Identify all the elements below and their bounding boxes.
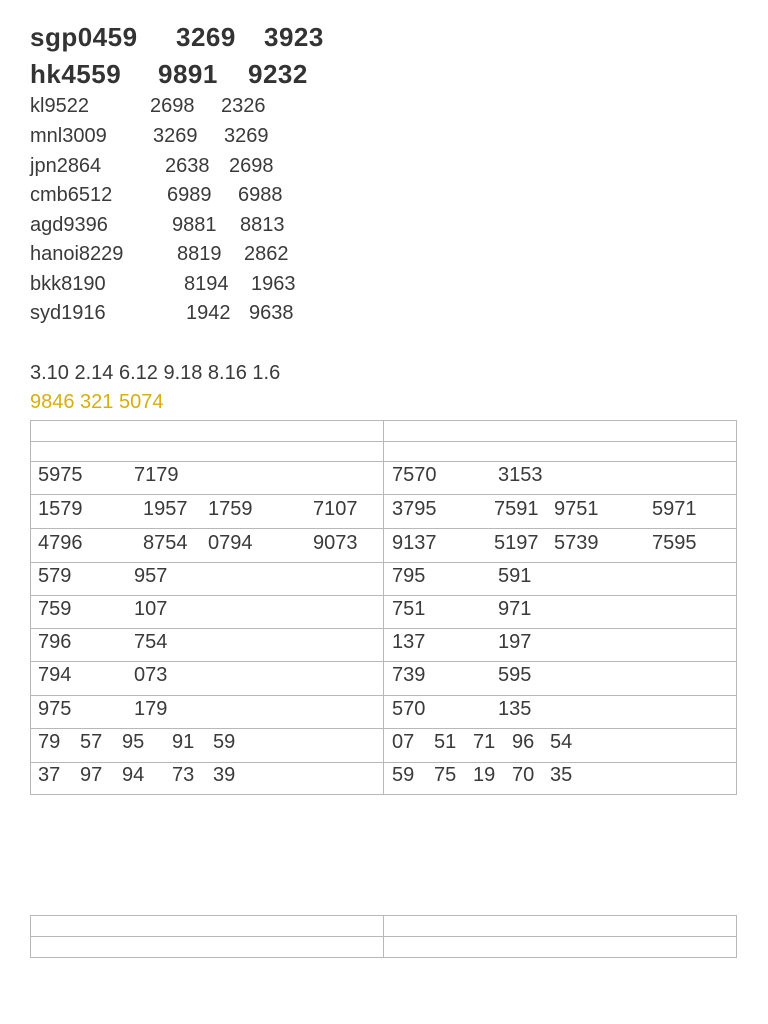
table-cell: 1579 — [38, 498, 83, 520]
code-row-b: 2862 — [244, 243, 289, 265]
table-cell: 7179 — [134, 464, 179, 486]
table-row-line — [31, 528, 736, 529]
header-code-2-a: 9891 — [158, 59, 218, 89]
code-row-b: 1963 — [251, 273, 296, 295]
table-cell: 91 — [172, 731, 195, 753]
header-code-1-b: 3923 — [264, 22, 324, 52]
code-row-b: 9638 — [249, 302, 294, 324]
number-sequence: 3.10 2.14 6.12 9.18 8.16 1.6 — [30, 362, 281, 384]
table-cell: 595 — [498, 664, 532, 686]
table-cell: 3795 — [392, 498, 437, 520]
table-cell: 9751 — [554, 498, 599, 520]
code-row-b: 3269 — [224, 125, 269, 147]
table-cell: 5971 — [652, 498, 697, 520]
code-row-code: bkk8190 — [30, 273, 106, 295]
table-cell: 96 — [512, 731, 535, 753]
table-cell: 135 — [498, 698, 532, 720]
table-row-line — [31, 628, 736, 629]
table-cell: 35 — [550, 764, 573, 786]
table-row-line — [31, 595, 736, 596]
table-cell: 197 — [498, 631, 532, 653]
code-row-b: 2698 — [229, 155, 274, 177]
table-cell: 7107 — [313, 498, 358, 520]
code-row-a: 6989 — [167, 184, 212, 206]
table-row-line — [31, 728, 736, 729]
code-row-code: jpn2864 — [30, 155, 102, 177]
header-code-1-code: sgp0459 — [30, 22, 138, 52]
table-row-line — [31, 695, 736, 696]
code-row-a: 3269 — [153, 125, 198, 147]
table-cell: 19 — [473, 764, 496, 786]
code-row-b: 8813 — [240, 214, 285, 236]
table-cell: 1759 — [208, 498, 253, 520]
table-cell: 5197 — [494, 532, 539, 554]
code-row-a: 2698 — [150, 95, 195, 117]
table-cell: 37 — [38, 764, 61, 786]
table-cell: 7591 — [494, 498, 539, 520]
table-cell: 07 — [392, 731, 415, 753]
table-cell: 79 — [38, 731, 61, 753]
number-table — [30, 420, 737, 795]
table-row-line — [31, 441, 736, 442]
code-row-a: 8819 — [177, 243, 222, 265]
table-cell: 39 — [213, 764, 236, 786]
table-cell: 751 — [392, 598, 426, 620]
table-cell: 795 — [392, 565, 426, 587]
code-row-a: 8194 — [184, 273, 229, 295]
table-cell: 9073 — [313, 532, 358, 554]
code-row-code: mnl3009 — [30, 125, 107, 147]
table-cell: 0794 — [208, 532, 253, 554]
code-row-code: hanoi8229 — [30, 243, 124, 265]
table-cell: 739 — [392, 664, 426, 686]
table-cell: 754 — [134, 631, 168, 653]
table-cell: 8754 — [143, 532, 188, 554]
table-cell: 794 — [38, 664, 72, 686]
table-cell: 70 — [512, 764, 535, 786]
table-cell: 759 — [38, 598, 72, 620]
table-cell: 7595 — [652, 532, 697, 554]
table-column-divider — [383, 421, 384, 794]
table-cell: 107 — [134, 598, 168, 620]
table-cell: 71 — [473, 731, 496, 753]
table-cell: 137 — [392, 631, 426, 653]
code-row-b: 6988 — [238, 184, 283, 206]
table-cell: 54 — [550, 731, 573, 753]
header-code-2-b: 9232 — [248, 59, 308, 89]
code-row-a: 9881 — [172, 214, 217, 236]
table-cell: 5739 — [554, 532, 599, 554]
code-row-a: 1942 — [186, 302, 231, 324]
empty-table — [30, 915, 737, 958]
table-cell: 1957 — [143, 498, 188, 520]
table-row-line — [31, 461, 736, 462]
header-code-1-a: 3269 — [176, 22, 236, 52]
table-cell: 59 — [213, 731, 236, 753]
code-row-code: cmb6512 — [30, 184, 113, 206]
table-cell: 796 — [38, 631, 72, 653]
table-cell: 5975 — [38, 464, 83, 486]
table-cell: 4796 — [38, 532, 83, 554]
table-cell: 73 — [172, 764, 195, 786]
table-cell: 94 — [122, 764, 145, 786]
table-cell: 57 — [80, 731, 103, 753]
table-row-line — [31, 661, 736, 662]
table-cell: 073 — [134, 664, 168, 686]
table-cell: 579 — [38, 565, 72, 587]
table-row-line — [31, 562, 736, 563]
table-cell: 7570 — [392, 464, 437, 486]
table-cell: 9137 — [392, 532, 437, 554]
code-row-code: agd9396 — [30, 214, 108, 236]
code-row-b: 2326 — [221, 95, 266, 117]
table-cell: 97 — [80, 764, 103, 786]
code-row-code: kl9522 — [30, 95, 89, 117]
table-cell: 59 — [392, 764, 415, 786]
table-cell: 51 — [434, 731, 457, 753]
table-cell: 95 — [122, 731, 145, 753]
table-cell: 570 — [392, 698, 426, 720]
table-cell: 971 — [498, 598, 532, 620]
phone-number: 9846 321 5074 — [30, 391, 164, 413]
table-cell: 957 — [134, 565, 168, 587]
code-row-a: 2638 — [165, 155, 210, 177]
table-row-line — [31, 762, 736, 763]
header-code-2-code: hk4559 — [30, 59, 122, 89]
table-cell: 591 — [498, 565, 532, 587]
table-cell: 3153 — [498, 464, 543, 486]
code-row-code: syd1916 — [30, 302, 106, 324]
table-row-line — [31, 936, 736, 937]
table-cell: 179 — [134, 698, 168, 720]
table-cell: 975 — [38, 698, 72, 720]
table-row-line — [31, 494, 736, 495]
table-cell: 75 — [434, 764, 457, 786]
